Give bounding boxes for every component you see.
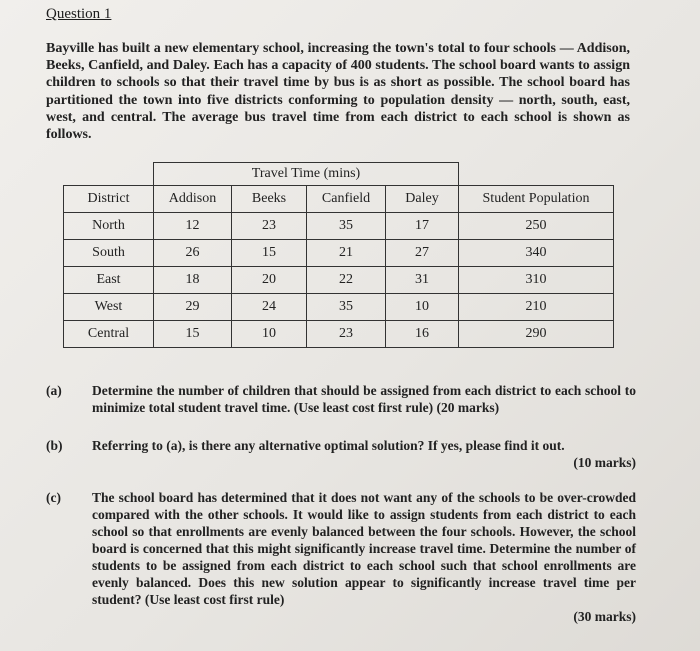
- population-cell: 340: [459, 240, 614, 267]
- travel-time-group-header: Travel Time (mins): [154, 163, 459, 186]
- table-row: [64, 321, 614, 348]
- time-cell: 23: [232, 213, 307, 240]
- question-body: The school board has determined that it does not want any of the schools to be over-crowded compared with the other schools. It would like to assign students from each district to each school so that enrollments are evenly balanced between the four schools. However, the school board is concerned that this might significantly increase travel time. Determine the number of students to be assigned from each district to each school such that school enrollments are evenly balanced. Does this new solution appear to significantly increase travel time per student? (Use least cost first rule): [92, 490, 636, 607]
- question-label: (a): [46, 383, 62, 398]
- table-row: [64, 267, 614, 294]
- time-cell: 26: [154, 240, 232, 267]
- time-cell: 21: [307, 240, 386, 267]
- column-header: Canfield: [307, 186, 386, 213]
- time-cell: 10: [232, 321, 307, 348]
- time-cell: 10: [386, 294, 459, 321]
- time-cell: 31: [386, 267, 459, 294]
- column-header: Addison: [154, 186, 232, 213]
- population-cell: 290: [459, 321, 614, 348]
- travel-time-table: [63, 162, 614, 348]
- time-cell: 29: [154, 294, 232, 321]
- table-row: [64, 240, 614, 267]
- time-cell: 35: [307, 213, 386, 240]
- time-cell: 27: [386, 240, 459, 267]
- question-label: (c): [46, 490, 61, 505]
- time-cell: 15: [232, 240, 307, 267]
- question-marks: (10 marks): [573, 455, 636, 470]
- time-cell: 20: [232, 267, 307, 294]
- intro-paragraph: Bayville has built a new elementary school, increasing the town's total to four schools — Addison, Beeks, Canfield, and Daley. Each has a capacity of 400 students. The school board wants to assign children to schools so that their travel time by bus is as short as possible. The school board has partitioned the town into five districts conforming to population density — north, south, east, west, and central. The average bus travel time from each district to each school is shown as follows.: [46, 41, 630, 143]
- column-header: Student Population: [459, 186, 614, 213]
- time-cell: 23: [307, 321, 386, 348]
- question-label: (b): [46, 438, 63, 453]
- population-cell: 310: [459, 267, 614, 294]
- district-cell: North: [64, 213, 154, 240]
- district-cell: East: [64, 267, 154, 294]
- column-header: Beeks: [232, 186, 307, 213]
- table-corner-cell: [459, 163, 614, 186]
- question-text: [92, 382, 636, 416]
- district-cell: Central: [64, 321, 154, 348]
- population-cell: 250: [459, 213, 614, 240]
- time-cell: 15: [154, 321, 232, 348]
- time-cell: 24: [232, 294, 307, 321]
- question-marks: (30 marks): [573, 609, 636, 624]
- column-header: Daley: [386, 186, 459, 213]
- table-row: [64, 294, 614, 321]
- time-cell: 16: [386, 321, 459, 348]
- question-text: [92, 437, 636, 471]
- time-cell: 35: [307, 294, 386, 321]
- table-corner-cell: [64, 163, 154, 186]
- time-cell: 22: [307, 267, 386, 294]
- time-cell: 18: [154, 267, 232, 294]
- time-cell: 17: [386, 213, 459, 240]
- column-header: District: [64, 186, 154, 213]
- question-text: [92, 489, 636, 625]
- question-title: Question 1: [46, 6, 112, 22]
- district-cell: West: [64, 294, 154, 321]
- population-cell: 210: [459, 294, 614, 321]
- district-cell: South: [64, 240, 154, 267]
- question-body: Determine the number of children that should be assigned from each district to each school to minimize total student travel time. (Use least cost first rule) (20 marks): [92, 383, 636, 415]
- time-cell: 12: [154, 213, 232, 240]
- table-row: [64, 213, 614, 240]
- question-body: Referring to (a), is there any alternative optimal solution? If yes, please find it out.: [92, 438, 565, 453]
